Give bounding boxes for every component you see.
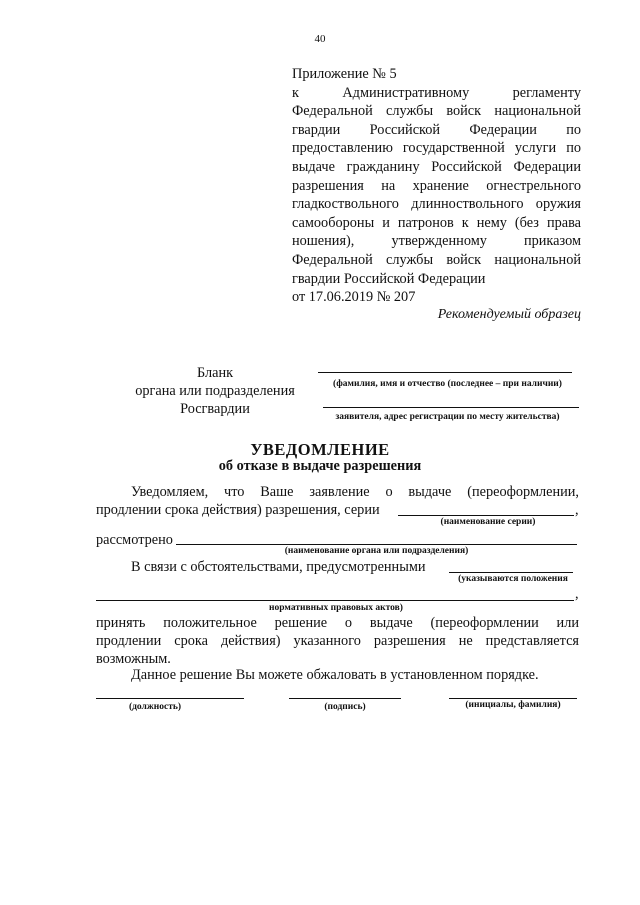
appeal-text: Данное решение Вы можете обжаловать в установленном порядке.: [131, 667, 539, 683]
circumstances-caption: (указываются положения: [458, 574, 568, 584]
recipient-name-line: [318, 372, 572, 373]
appendix-body: к Административному регламенту Федеральной службы войск национальной гвардии Российской Федерации по предоставлению государственной услуги по выдаче гражданину Российской Федерации разрешения на хранение огнестрельного гладкоствольного длинноствольного оружия самообороны и патронов к нему (без права ношения), утвержденному приказом Федеральной службы войск национальной гвардии Российской Федерации: [292, 84, 581, 287]
reviewed-line: [176, 544, 577, 545]
document-title: УВЕДОМЛЕНИЕ: [250, 440, 390, 459]
circumstances-line: [449, 572, 573, 573]
recipient-address-line: [323, 407, 579, 408]
recipient-caption-2: заявителя, адрес регистрации по месту жительства): [335, 412, 560, 422]
reviewed-label: рассмотрено: [96, 532, 173, 548]
reviewed-caption: (наименование органа или подразделения): [284, 546, 469, 556]
document-subtitle: об отказе в выдаче разрешения: [218, 458, 422, 474]
norms-line: [96, 600, 574, 601]
signature-line: [289, 698, 401, 699]
notice-line-1: Уведомляем, что Ваше заявление о выдаче (переоформлении,: [131, 484, 579, 500]
notice-line-2: продлении срока действия) разрешения, серии: [96, 502, 380, 518]
name-line: [449, 698, 577, 699]
circumstances-text: В связи с обстоятельствами, предусмотренными: [131, 559, 426, 575]
letterhead-line3: Росгвардии: [180, 401, 250, 417]
letterhead-line2: органа или подразделения: [135, 383, 295, 399]
letterhead-block: [100, 364, 330, 418]
decision-line-2: продлении срока действия) указанного разрешения не представляется: [96, 633, 579, 649]
appendix-title: Приложение № 5: [292, 66, 397, 82]
series-line: [398, 515, 574, 516]
appendix-block: [292, 65, 581, 307]
letterhead-line1: Бланк: [196, 365, 234, 381]
recipient-caption-1: (фамилия, имя и отчество (последнее – при наличии): [333, 379, 562, 389]
norms-caption: нормативных правовых актов): [269, 603, 403, 613]
decision-line-3: возможным.: [96, 651, 171, 667]
series-comma: ,: [575, 502, 579, 518]
recommended-sample: Рекомендуемый образец: [437, 307, 581, 322]
signature-caption: (подпись): [324, 702, 366, 712]
series-caption: (наименование серии): [440, 517, 536, 527]
position-caption: (должность): [128, 702, 182, 712]
page-number: 40: [314, 33, 326, 45]
decision-line-1: принять положительное решение о выдаче (переоформлении или: [96, 615, 579, 631]
norms-comma: ,: [575, 586, 579, 602]
appendix-date: от 17.06.2019 № 207: [292, 289, 416, 306]
name-caption: (инициалы, фамилия): [465, 700, 561, 710]
position-line: [96, 698, 244, 699]
